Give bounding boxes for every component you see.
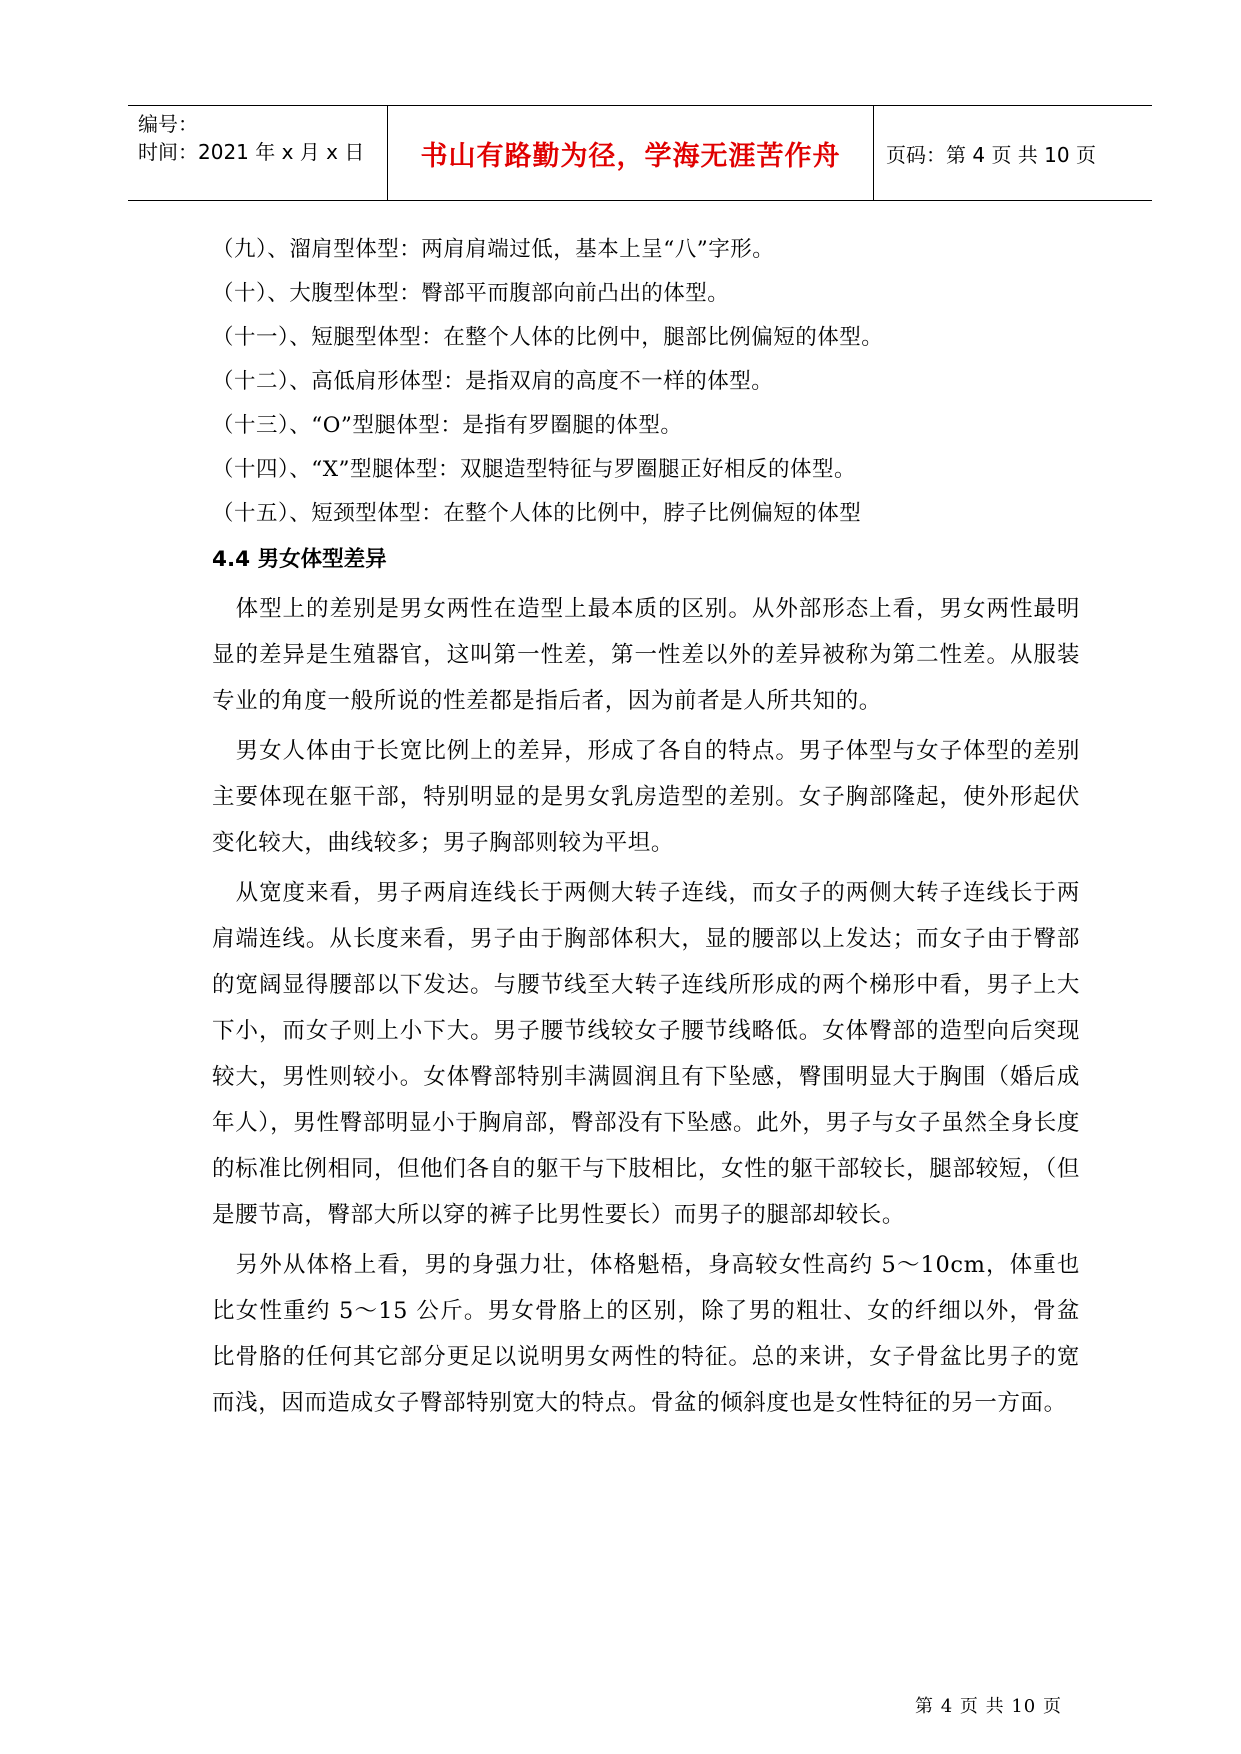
header-info-cell [128,106,388,200]
body-paragraph: 另外从体格上看，男的身强力壮，体格魁梧，身高较女性高约 5～10cm，体重也比女性重约 5～15 公斤。男女骨胳上的区别，除了男的粗壮、女的纤细以外，骨盆比骨胳的任何其它部分更足以说明男女两性的特征。总的来讲，女子骨盆比男子的宽而浅，因而造成女子臀部特别宽大的特点。骨盆的倾斜度也是女性特征的另一方面。 [212,1252,1080,1416]
body-paragraph: 男女人体由于长宽比例上的差异，形成了各自的特点。男子体型与女子体型的差别主要体现在躯干部，特别明显的是男女乳房造型的差别。女子胸部隆起，使外形起伏变化较大，曲线较多；男子胸部则较为平坦。 [212,738,1080,856]
time-label: 时间：2021 年 x 月 x 日 [138,140,365,164]
list-item: （十一）、短腿型体型：在整个人体的比例中，腿部比例偏短的体型。 [212,325,884,350]
page-footer: 第 4 页 共 10 页 [915,1696,1062,1717]
list-item: （十二）、高低肩形体型：是指双肩的高度不一样的体型。 [212,369,774,394]
list-item: （十三）、“O”型腿体型：是指有罗圈腿的体型。 [212,413,683,438]
header-motto-cell [388,106,874,200]
list-item: （十四）、“X”型腿体型：双腿造型特征与罗圈腿正好相反的体型。 [212,457,857,482]
section-heading: 4.4 男女体型差异 [212,547,387,572]
header-page-number: 页码：第 4 页 共 10 页 [886,142,1096,167]
list-item: （十）、大腹型体型：臀部平而腹部向前凸出的体型。 [212,281,730,306]
list-item: （九）、溜肩型体型：两肩肩端过低，基本上呈“八”字形。 [212,237,775,262]
motto-text: 书山有路勤为径，学海无涯苦作舟 [420,140,841,172]
body-paragraph: 体型上的差别是男女两性在造型上最本质的区别。从外部形态上看，男女两性最明显的差异是生殖器官，这叫第一性差，第一性差以外的差异被称为第二性差。从服装专业的角度一般所说的性差都是指后者，因为前者是人所共知的。 [212,596,1080,714]
body-paragraph: 从宽度来看，男子两肩连线长于两侧大转子连线，而女子的两侧大转子连线长于两肩端连线。从长度来看，男子由于胸部体积大，显的腰部以上发达；而女子由于臀部的宽阔显得腰部以下发达。与腰节线至大转子连线所形成的两个梯形中看，男子上大下小，而女子则上小下大。男子腰节线较女子腰节线略低。女体臀部的造型向后突现较大，男性则较小。女体臀部特别丰满圆润且有下坠感，臀围明显大于胸围（婚后成年人），男性臀部明显小于胸肩部，臀部没有下坠感。此外，男子与女子虽然全身长度的标准比例相同，但他们各自的躯干与下肢相比，女性的躯干部较长，腿部较短，（但是腰节高，臀部大所以穿的裤子比男性要长）而男子的腿部却较长。 [212,880,1080,1228]
header-page-cell [874,106,1152,200]
list-item: （十五）、短颈型体型：在整个人体的比例中，脖子比例偏短的体型 [212,501,862,526]
page-header [128,105,1152,201]
document-body [212,228,1080,1426]
number-label: 编号： [138,112,198,136]
